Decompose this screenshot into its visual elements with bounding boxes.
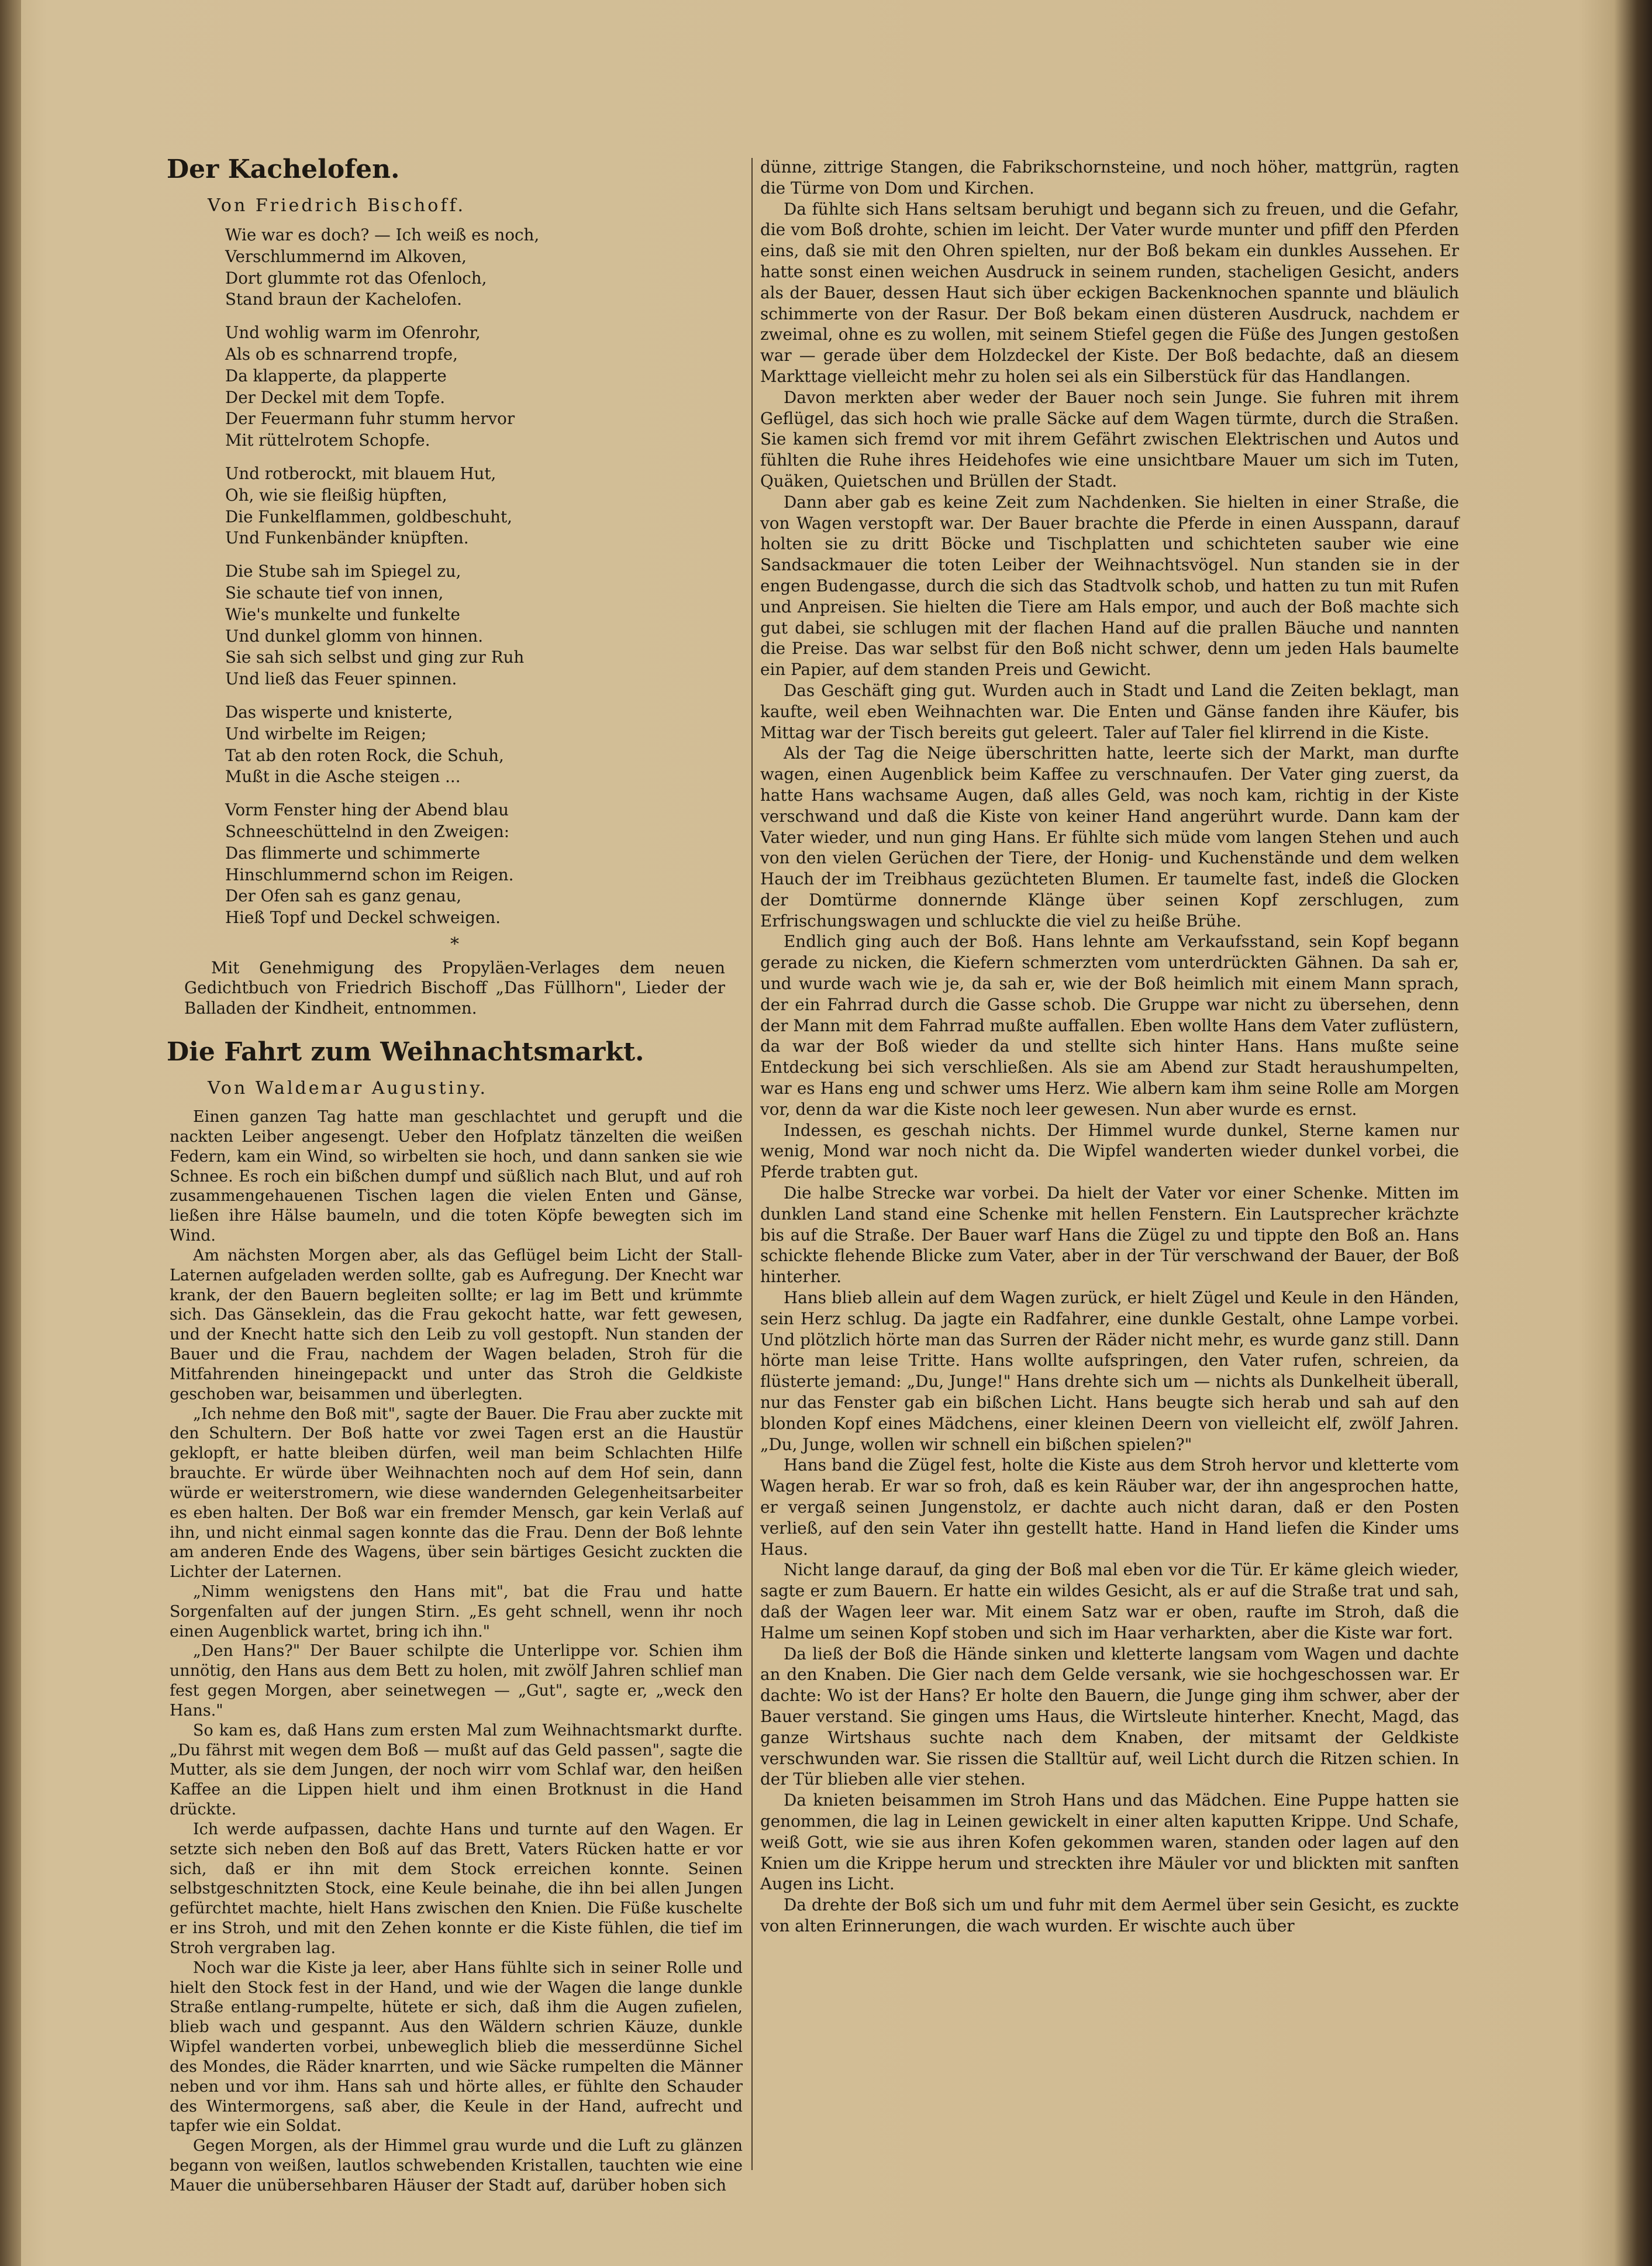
poem-line: Und dunkel glomm von hinnen. [225,626,484,646]
story-paragraph: Am nächsten Morgen aber, als das Geflügel beim Licht der Stall-Laternen aufgeladen werden sollte, gab es Aufregung. Der Knecht war krank, der den Bauern begleiten sollte; er lag im Bett und krümmte sich. Das Gänseklein, das die Frau gekocht hatte, war fett gewesen, und der Knecht hatte sich den Leib zu voll gestopft. Nun standen der Bauer und die Frau, nachdem der Wagen beladen, Stroh für die Mitfahrenden hineingepackt und unter das Stroh die Geldkiste geschoben war, beisammen und überlegten. [170,1246,743,1403]
poem-title: Der Kachelofen. [167,154,400,184]
story-paragraph: Nicht lange darauf, da ging der Boß mal eben vor die Tür. Er käme gleich wieder, sagte er zum Bauern. Er hatte ein wildes Gesicht, als er auf die Straße trat und sah, daß der Wagen leer war. Mit einem Satz war er oben, raufte im Stroh, daß die Halme um seinen Kopf stoben und sich im Haar verharkten, aber die Kiste war fort. [760,1560,1459,1642]
poem-stanza [225,225,743,311]
story-paragraph: Da fühlte sich Hans seltsam beruhigt und begann sich zu freuen, und die Gefahr, die vom Boß drohte, schien im leicht. Der Vater wurde munter und pfiff den Pferden eins, daß sie mit den Ohren spielten, nur der Boß bekam ein dunkles Aussehen. Er hatte sonst einen weichen Ausdruck in seinem runden, stacheligen Gesicht, anders als der Bauer, dessen Haut sich über eckigen Backenknochen spannte und bläulich schimmerte von der Rasur. Der Boß bekam einen düsteren Ausdruck, nachdem er zweimal, ohne es zu wollen, mit seinem Stiefel gegen die Füße des Jungen gestoßen war — gerade über dem Holzdeckel der Kiste. Der Boß bedachte, daß an diesem Markttage vielleicht mehr zu holen sei als ein Silberstück für das Handlangen. [760,199,1459,386]
story-paragraph: Ich werde aufpassen, dachte Hans und turnte auf den Wagen. Er setzte sich neben den Boß auf das Brett, Vaters Rücken hatte er vor sich, daß er ihn mit dem Stock erreichen konnte. Seinen selbstgeschnitzten Stock, eine Keule beinahe, die ihn bei allen Jungen gefürchtet machte, hielt Hans zwischen den Knien. Die Füße kuschelte er ins Stroh, und mit den Zehen konnte er die Kiste fühlen, die tief im Stroh vergraben lag. [170,1820,743,1957]
story-paragraph: Noch war die Kiste ja leer, aber Hans fühlte sich in seiner Rolle und hielt den Stock fest in der Hand, und wie der Wagen die lange dunkle Straße entlang-rumpelte, hütete er sich, daß ihm die Augen zufielen, blieb wach und gespannt. Aus den Wäldern schrien Käuze, dunkle Wipfel wanderten vorbei, unbeweglich blieb die messerdünne Sichel des Mondes, die Räder knarrten, und wie Säcke rumpelten die Männer neben und vor ihm. Hans sah und hörte alles, er fühlte den Schauder des Wintermorgens, saß aber, die Keule in der Hand, aufrecht und tapfer wie ein Soldat. [170,1958,743,2136]
poem-line: Der Deckel mit dem Topfe. [225,387,446,407]
poem-line: Und Funkenbänder knüpften. [225,528,469,548]
poem-line: Der Feuermann fuhr stumm hervor [225,409,515,429]
story-paragraph: Indessen, es geschah nichts. Der Himmel wurde dunkel, Sterne kamen nur wenig, Mond war noch nicht da. Die Wipfel wanderten wieder dunkel vorbei, die Pferde trabten gut. [760,1120,1459,1182]
story-paragraph: Davon merkten aber weder der Bauer noch sein Junge. Sie fuhren mit ihrem Geflügel, das sich hoch wie pralle Säcke auf dem Wagen türmte, durch die Straßen. Sie kamen sich fremd vor mit ihrem Gefährt zwischen Elektrischen und Autos und fühlten die Ruhe ihres Heidehofes wie eine unsichtbare Mauer um sich im Tuten, Quäken, Quietschen und Brüllen der Stadt. [760,387,1459,491]
right-column [760,157,1459,1937]
poem-line: Und ließ das Feuer spinnen. [225,669,457,689]
poem-line: Das wisperte und knisterte, [225,702,453,722]
poem-line: Da klapperte, da plapperte [225,366,447,385]
story-paragraph: So kam es, daß Hans zum ersten Mal zum Weihnachtsmarkt durfte. „Du fährst mit wegen dem Boß — mußt auf das Geld passen", sagte die Mutter, als sie dem Jungen, der noch wirr vom Schlaf war, den heißen Kaffee an die Lippen hielt und ihm einen Brotknust in die Hand drückte. [170,1721,743,1819]
poem-line: Die Funkelflammen, goldbeschuht, [225,507,512,526]
poem-body [167,225,743,929]
story-paragraph: Die halbe Strecke war vorbei. Da hielt der Vater vor einer Schenke. Mitten im dunklen Land stand eine Schenke mit hellen Fenstern. Ein Lautsprecher krächzte bis auf die Straße. Der Bauer warf Hans die Zügel zu und tippte den Boß an. Hans schickte flehende Blicke zum Vater, aber in der Tür verschwand der Bauer, der Boß hinterher. [760,1183,1459,1287]
poem-line: Schneeschüttelnd in den Zweigen: [225,821,510,841]
poem-stanza [225,322,743,452]
poem-line: Hinschlummernd schon im Reigen. [225,865,514,884]
story-paragraph: Einen ganzen Tag hatte man geschlachtet und gerupft und die nackten Leiber angesengt. Ueber den Hofplatz tänzelten die weißen Federn, kam ein Wind, so wirbelten sie hoch, und dann sanken sie wie Schnee. Es roch ein bißchen dumpf und süßlich nach Blut, und auf roh zusammengehauenen Tischen lagen die vielen Enten und Gänse, ließen ihre Hälse baumeln, und die toten Köpfe bewegten sich im Wind. [170,1108,743,1245]
poem-stanza [225,463,743,549]
poem-line: Als ob es schnarrend tropfe, [225,344,458,364]
story-paragraph: „Nimm wenigstens den Hans mit", bat die Frau und hatte Sorgenfalten auf der jungen Stirn. „Es geht schnell, wenn ihr noch einen Augenblick wartet, bring ich ihn." [170,1583,743,1641]
poem-line: Stand braun der Kachelofen. [225,290,462,309]
poem-line: Und rotberockt, mit blauem Hut, [225,463,496,483]
story-paragraph: Da ließ der Boß die Hände sinken und kletterte langsam vom Wagen und dachte an den Knaben. Die Gier nach dem Gelde versank, wie sie hochgeschossen war. Er dachte: Wo ist der Hans? Er holte den Bauern, die Junge ging ihm schwer, aber der Bauer verstand. Sie gingen ums Haus, die Wirtsleute hinterher. Knecht, Magd, das ganze Wirtshaus suchte nach dem Knaben, der mitsamt der Geldkiste verschwunden war. Sie rissen die Stalltür auf, weil Licht durch die Ritzen schien. In der Tür blieben alle vier stehen. [760,1644,1459,1789]
poem-stanza [225,561,743,690]
story-paragraph: Hans blieb allein auf dem Wagen zurück, er hielt Zügel und Keule in den Händen, sein Herz schlug. Da jagte ein Radfahrer, eine dunkle Gestalt, ohne Lampe vorbei. Und plötzlich hörte man das Surren der Räder nicht mehr, es wurde ganz still. Dann hörte man leise Tritte. Hans wollte aufspringen, den Vater rufen, schreien, da flüsterte jemand: „Du, Junge!" Hans drehte sich um — nichts als Dunkelheit überall, nur das Fenster gab ein bißchen Licht. Hans beugte sich herab und sah auf den blonden Kopf eines Mädchens, einer kleinen Deern von vielleicht elf, zwölf Jahren. „Du, Junge, wollen wir schnell ein bißchen spielen?" [760,1288,1459,1454]
story-paragraph: Da knieten beisammen im Stroh Hans und das Mädchen. Eine Puppe hatten sie genommen, die lag in Leinen gewickelt in einer alten kaputten Krippe. Und Schafe, weiß Gott, wie sie aus ihren Kofen gekommen waren, standen oder lagen auf den Knien um die Krippe herum und streckten ihre Mäuler vor und blickten mit sanften Augen ins Licht. [760,1790,1459,1894]
poem-line: Sie schaute tief von innen, [225,583,444,602]
column-divider [751,158,753,2170]
story-paragraph: Da drehte der Boß sich um und fuhr mit dem Aermel über sein Gesicht, es zuckte von alten Erinnerungen, die wach wurden. Er wischte auch über [760,1895,1459,1936]
story-paragraph: Das Geschäft ging gut. Wurden auch in Stadt und Land die Zeiten beklagt, man kaufte, weil eben Weihnachten war. Die Enten und Gänse fanden ihre Käufer, bis Mittag war der Tisch bereits gut geleert. Taler auf Taler fiel klirrend in die Kiste. [760,680,1459,742]
poem-line: Das flimmerte und schimmerte [225,843,480,863]
poem-line: Oh, wie sie fleißig hüpften, [225,485,447,505]
poem-line: Und wohlig warm im Ofenrohr, [225,323,481,343]
poem-source-note: Mit Genehmigung des Propyläen-Verlages dem neuen Gedichtbuch von Friedrich Bischoff „Das Füllhorn", Lieder der Balladen der Kindheit, entnommen. [184,958,725,1018]
left-column [167,153,743,2196]
story-paragraph: Gegen Morgen, als der Himmel grau wurde und die Luft zu glänzen begann von weißen, lautlos schwebenden Kristallen, tauchten wie eine Mauer die unübersehbaren Häuser der Stadt auf, darüber hoben sich [170,2137,743,2195]
story-left-text [0,1107,743,2196]
poem-line: Sie sah sich selbst und ging zur Ruh [225,648,525,667]
poem-line: Mußt in die Asche steigen ... [225,767,461,787]
story-paragraph: Als der Tag die Neige überschritten hatte, leerte sich der Markt, man durfte wagen, einen Augenblick beim Kaffee zu verschnaufen. Der Vater ging zuerst, da hatte Hans wachsame Augen, daß alles Geld, was noch kam, richtig in der Kiste verschwand und daß die Kiste von keiner Hand angerührt wurde. Dann kam der Vater wieder, und nun ging Hans. Er fühlte sich müde vom langen Stehen und auch von den vielen Gerüchen der Tiere, der Honig- und Kuchenstände und dem welken Hauch der im Treibhaus gezüchteten Blumen. Er taumelte fast, indeß die Glocken der Domtürme donnernde Klänge über seinen Kopf zerschlugen, zum Erfrischungswagen und schluckte die viel zu heiße Brühe. [760,743,1459,931]
poem-line: Vorm Fenster hing der Abend blau [225,800,509,820]
story-paragraph: „Ich nehme den Boß mit", sagte der Bauer. Die Frau aber zuckte mit den Schultern. Der Boß hatte vor zwei Tagen erst an die Haustür geklopft, er hatte bleiben dürfen, weil man beim Schlachten Hilfe brauchte. Er würde über Weihnachten noch auf dem Hof sein, dann würde er weiterstromern, wie diese wandernden Gelegenheitsarbeiter es eben halten. Der Boß war ein fremder Mensch, gar kein Verlaß auf ihn, und nicht einmal sagen konnte das die Frau. Denn der Boß lehnte am anderen Ende des Wagens, über sein bärtiges Gesicht zuckten die Lichter der Laternen. [170,1404,743,1582]
poem-line: Mit rüttelrotem Schopfe. [225,431,430,450]
story-title: Die Fahrt zum Weihnachtsmarkt. [167,1037,644,1067]
story-paragraph: Endlich ging auch der Boß. Hans lehnte am Verkaufsstand, sein Kopf begann gerade zu nicken, die Kiefern schmerzten vom unterdrückten Gähnen. Da sah er, und wurde wach wie je, da sah er, wie der Boß heimlich mit einem Mann sprach, der ein Fahrrad durch die Gasse schob. Die Gruppe war nicht zu übersehen, denn der Mann mit dem Fahrrad mußte auffallen. Eben wollte Hans dem Vater zuflüstern, da war der Boß wieder da und stellte sich hinter Hans. Hans mußte seine Entdeckung bei sich verschließen. Als sie am Abend zur Stadt heraushumpelten, war es Hans eng und schwer ums Herz. Wie albern kam ihm seine Rolle am Morgen vor, denn da war die Kiste noch leer gewesen. Nun aber wurde es ernst. [760,932,1459,1119]
poem-stanza [225,702,743,788]
poem-stanza [225,800,743,929]
poem-line: Hieß Topf und Deckel schweigen. [225,908,501,928]
poem-line: Verschlummernd im Alkoven, [225,246,467,266]
separator-star: * [450,934,459,955]
poem-author: Von Friedrich Bischoff. [208,195,466,216]
poem-line: Tat ab den roten Rock, die Schuh, [225,745,504,765]
story-paragraph: „Den Hans?" Der Bauer schilpte die Unterlippe vor. Schien ihm unnötig, den Hans aus dem Bett zu holen, mit zwölf Jahren schlief man fest gegen Morgen, aber seinetwegen — „Gut", sagte er, „weck den Hans." [170,1642,743,1720]
story-right-text [760,157,1459,1937]
story-author: Von Waldemar Augustiny. [208,1078,488,1099]
story-paragraph: dünne, zittrige Stangen, die Fabrikschornsteine, und noch höher, mattgrün, ragten die Türme von Dom und Kirchen. [760,157,1459,198]
poem-line: Der Ofen sah es ganz genau, [225,886,462,906]
poem-line: Die Stube sah im Spiegel zu, [225,562,461,581]
poem-line: Wie war es doch? — Ich weiß es noch, [225,225,540,244]
poem-line: Und wirbelte im Reigen; [225,724,427,743]
story-paragraph: Dann aber gab es keine Zeit zum Nachdenken. Sie hielten in einer Straße, die von Wagen verstopft war. Der Bauer brachte die Pferde in einen Ausspann, darauf holten sie zu dritt Böcke und Tischplatten und schichteten sauber wie eine Sandsackmauer die toten Leiber der Weihnachtsvögel. Nun standen sie in der engen Budengasse, durch die sich das Stadtvolk schob, und hatten zu tun mit Rufen und Anpreisen. Sie hielten die Tiere am Hals empor, und auch der Boß machte sich gut dabei, sie schlugen mit der flachen Hand auf die prallen Bäuche und nannten die Preise. Das war selbst für den Boß nicht schwer, denn um jeden Hals baumelte ein Papier, auf dem standen Preis und Gewicht. [760,492,1459,680]
poem-line: Dort glummte rot das Ofenloch, [225,268,487,288]
poem-line: Wie's munkelte und funkelte [225,604,460,624]
story-paragraph: Hans band die Zügel fest, holte die Kiste aus dem Stroh hervor und kletterte vom Wagen herab. Er war so froh, daß es kein Räuber war, der ihn angesprochen hatte, er vergaß seinen Jungenstolz, er dachte auch nicht daran, daß er den Posten verließ, auf den sein Vater ihn gestellt hatte. Hand in Hand liefen die Kinder ums Haus. [760,1455,1459,1559]
